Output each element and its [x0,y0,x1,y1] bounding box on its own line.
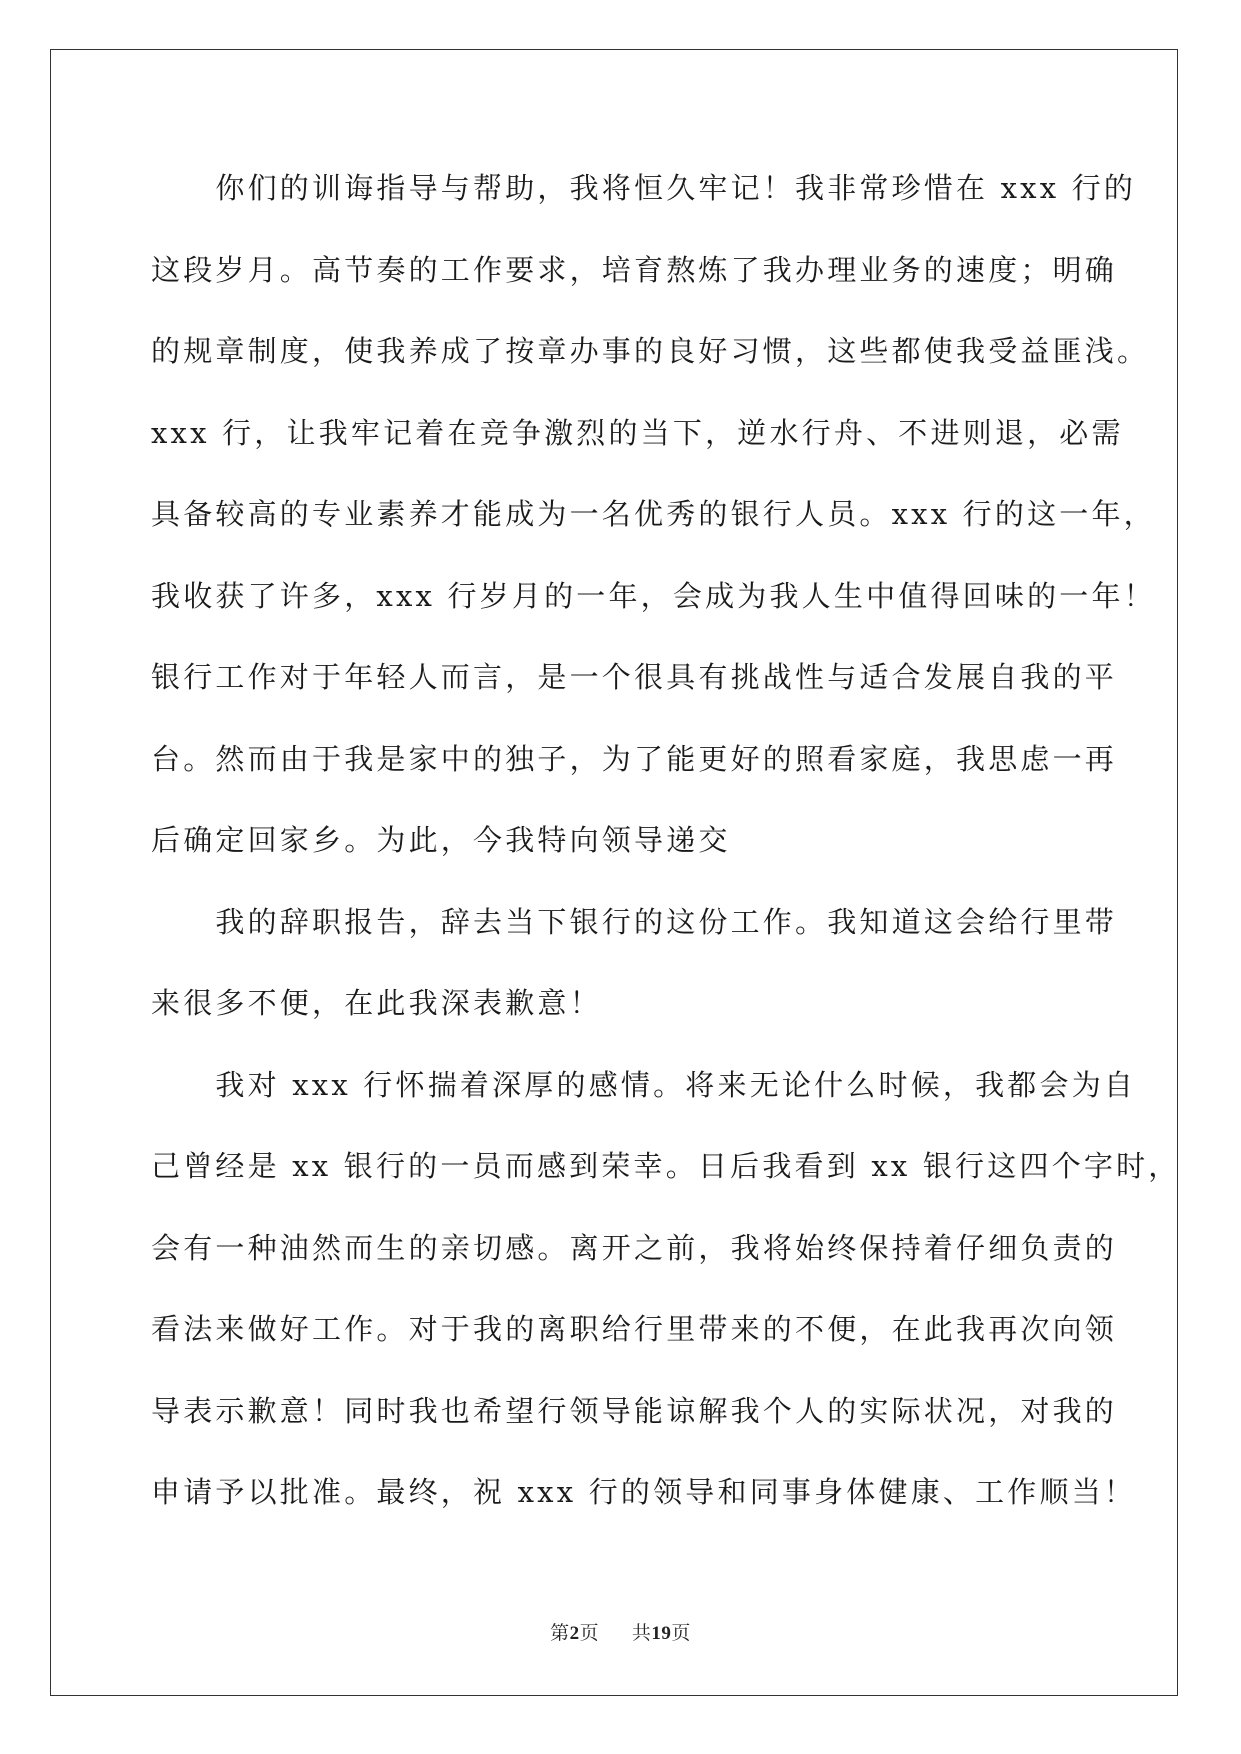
text-line: 我对 xxx 行怀揣着深厚的感情。将来无论什么时候，我都会为自 [151,1067,1137,1102]
text-line: 台。然而由于我是家中的独子，为了能更好的照看家庭，我思虑一再 [151,741,1118,776]
text-line: 导表示歉意！同时我也希望行领导能谅解我个人的实际状况，对我的 [151,1393,1118,1428]
total-label-prefix: 共 [631,1622,652,1644]
total-label-suffix: 页 [671,1622,691,1644]
text-line: 申请予以批准。最终，祝 xxx 行的领导和同事身体健康、工作顺当！ [151,1475,1137,1509]
page-footer [0,1618,1241,1645]
text-line: 来很多不便，在此我深表歉意！ [151,986,602,1020]
text-line: 的规章制度，使我养成了按章办事的良好习惯，这些都使我受益匪浅。 [151,334,1150,368]
text-line: 后确定回家乡。为此，今我特向领导递交 [151,823,731,857]
page-label-suffix: 页 [579,1622,600,1644]
text-line: 会有一种油然而生的亲切感。离开之前，我将始终保持着仔细负责的 [151,1230,1118,1265]
text-line: 我的辞职报告，辞去当下银行的这份工作。我知道这会给行里带 [151,904,1118,939]
document-body [151,162,1181,1548]
text-line: 你们的训诲指导与帮助，我将恒久牢记！我非常珍惜在 xxx 行的 [151,171,1137,205]
text-line: 银行工作对于年轻人而言，是一个很具有挑战性与适合发展自我的平 [151,660,1118,694]
current-page-number: 2 [569,1623,580,1644]
text-line: 具备较高的专业素养才能成为一名优秀的银行人员。xxx 行的这一年， [151,497,1156,531]
total-page-count: 19 [651,1623,672,1644]
text-line: 这段岁月。高节奏的工作要求，培育熬炼了我办理业务的速度；明确 [151,252,1118,287]
text-line: 我收获了许多，xxx 行岁月的一年，会成为我人生中值得回味的一年！ [151,578,1156,613]
page-label-prefix: 第 [550,1622,570,1644]
text-line: 看法来做好工作。对于我的离职给行里带来的不便，在此我再次向领 [151,1312,1118,1346]
text-line: 己曾经是 xx 银行的一员而感到荣幸。日后我看到 xx 银行这四个字时， [151,1149,1181,1183]
text-line: xxx 行，让我牢记着在竞争激烈的当下，逆水行舟、不进则退，必需 [151,415,1124,450]
